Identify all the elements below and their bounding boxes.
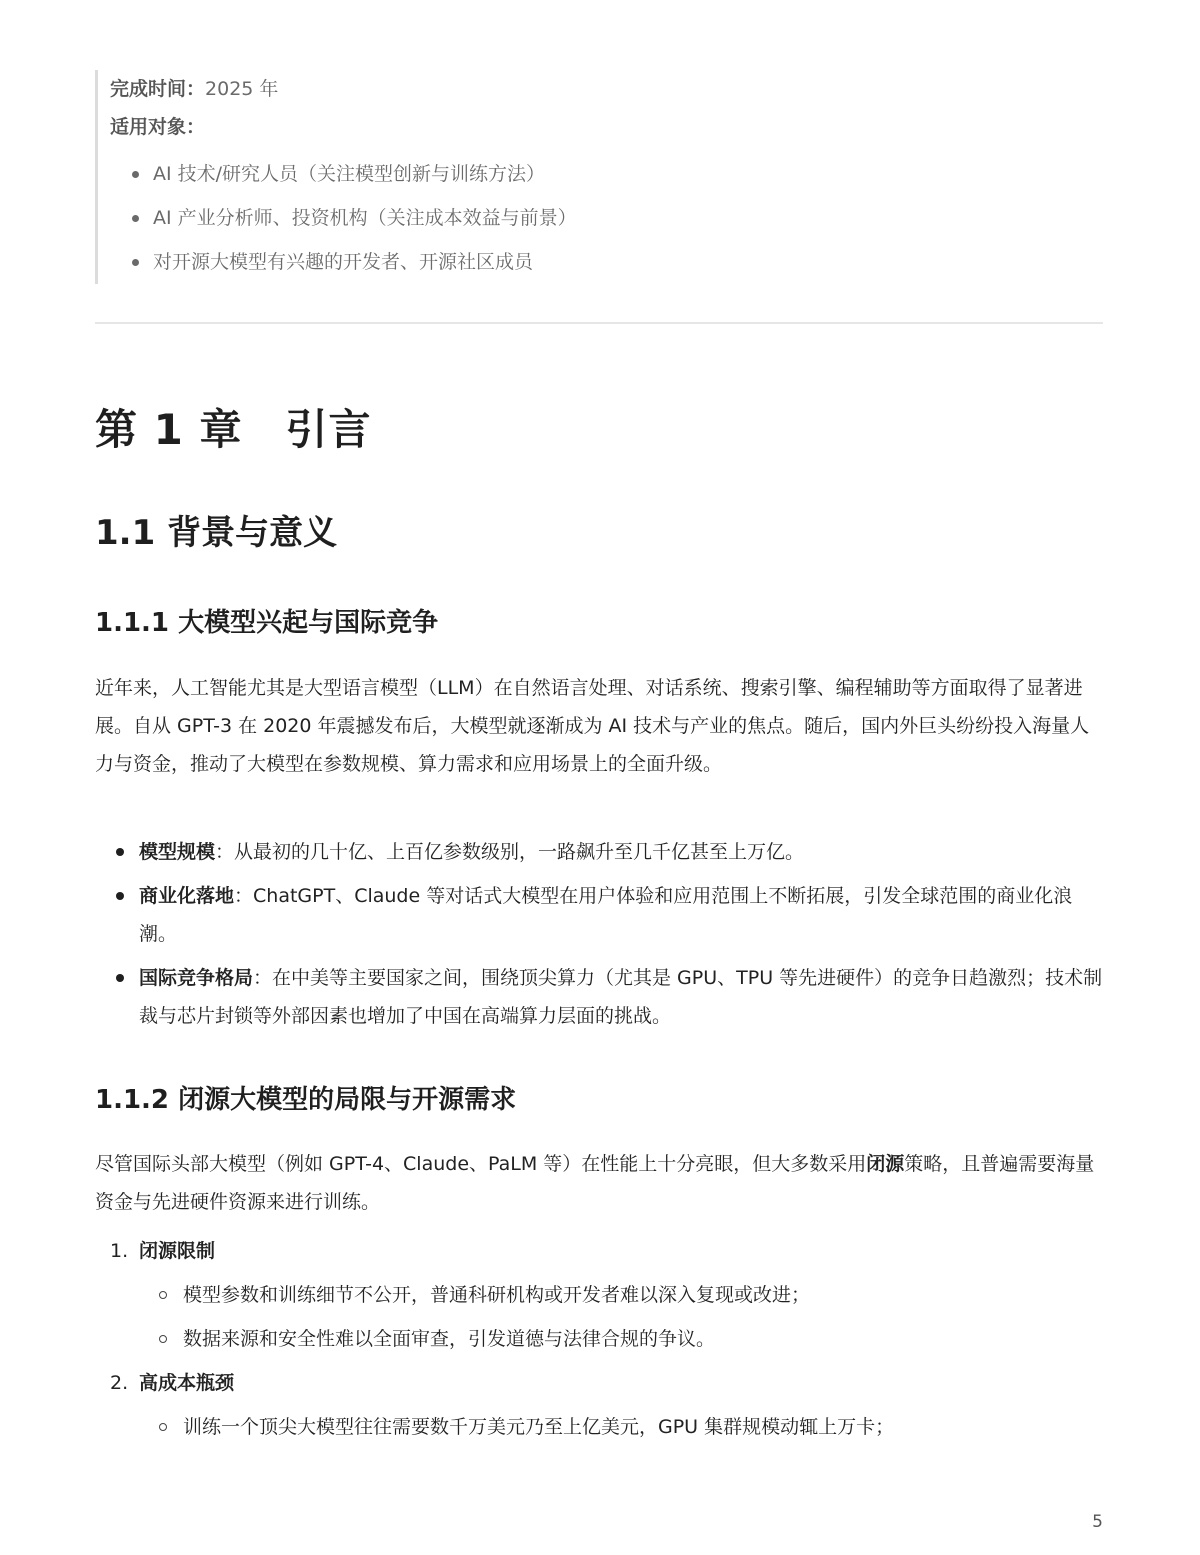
completion-value: 2025 年 — [205, 78, 279, 100]
subsection-title-1-1-2: 1.1.2 闭源大模型的局限与开源需求 — [95, 1085, 517, 1115]
document-info-quote — [95, 70, 1010, 284]
limitation-item — [95, 1229, 1105, 1361]
bullet-label: 商业化落地 — [139, 885, 235, 907]
completion-label: 完成时间： — [110, 78, 206, 100]
item-number: 2. — [110, 1372, 129, 1394]
paragraph-bold: 闭源 — [866, 1153, 905, 1175]
bullet-international-competition — [95, 959, 1105, 1035]
bullet-text: ：从最初的几十亿、上百亿参数级别，一路飙升至几千亿甚至上万亿。 — [215, 841, 805, 863]
item-title: 闭源限制 — [139, 1240, 216, 1262]
item-title: 高成本瓶颈 — [139, 1372, 235, 1394]
paragraph-closed-source — [95, 1145, 1105, 1221]
sub-list — [139, 1405, 1105, 1449]
bullet-commercialization — [95, 877, 1105, 953]
subsection-title-1-1-1: 1.1.1 大模型兴起与国际竞争 — [95, 608, 439, 638]
bullet-label: 模型规模 — [139, 841, 216, 863]
audience-item: 对开源大模型有兴趣的开发者、开源社区成员 — [110, 240, 1010, 284]
bullet-label: 国际竞争格局 — [139, 967, 254, 989]
paragraph-text: 策略，且普遍需要海量资金与先进硬件资源来进行训练。 — [95, 1153, 1095, 1213]
trend-bullet-list — [95, 833, 1105, 1041]
audience-heading — [110, 108, 1010, 146]
item-number: 1. — [110, 1240, 129, 1262]
bullet-model-scale — [95, 833, 1105, 871]
sub-item: 数据来源和安全性难以全面审查，引发道德与法律合规的争议。 — [139, 1317, 1105, 1361]
section-title: 1.1 背景与意义 — [95, 513, 338, 553]
horizontal-divider — [95, 322, 1103, 324]
audience-label: 适用对象： — [110, 116, 206, 138]
bullet-text: ：ChatGPT、Claude 等对话式大模型在用户体验和应用范围上不断拓展，引发全球范围的商业化浪潮。 — [139, 885, 1073, 945]
audience-item: AI 产业分析师、投资机构（关注成本效益与前景） — [110, 196, 1010, 240]
audience-list — [110, 152, 1010, 284]
audience-item: AI 技术/研究人员（关注模型创新与训练方法） — [110, 152, 1010, 196]
paragraph-background: 近年来，人工智能尤其是大型语言模型（LLM）在自然语言处理、对话系统、搜索引擎、编程辅助等方面取得了显著进展。自从 GPT-3 在 2020 年震撼发布后，大模型就逐渐成为 AI 技术与产业的焦点。随后，国内外巨头纷纷投入海量人力与资金，推动了大模型在参数规模、算力需求和应用场景上的全面升级。 — [95, 677, 1090, 775]
bullet-text: ：在中美等主要国家之间，围绕顶尖算力（尤其是 GPU、TPU 等先进硬件）的竞争日趋激烈；技术制裁与芯片封锁等外部因素也增加了中国在高端算力层面的挑战。 — [139, 967, 1103, 1027]
page-number: 5 — [1092, 1512, 1103, 1532]
limitation-item — [95, 1361, 1105, 1449]
chapter-title: 第 1 章 引言 — [95, 405, 372, 454]
sub-list — [139, 1273, 1105, 1361]
paragraph-text: 尽管国际头部大模型（例如 GPT-4、Claude、PaLM 等）在性能上十分亮眼，但大多数采用 — [95, 1153, 867, 1175]
limitation-list — [95, 1229, 1105, 1449]
completion-time — [110, 70, 1010, 108]
sub-item: 训练一个顶尖大模型往往需要数千万美元乃至上亿美元，GPU 集群规模动辄上万卡； — [139, 1405, 1105, 1449]
sub-item: 模型参数和训练细节不公开，普通科研机构或开发者难以深入复现或改进； — [139, 1273, 1105, 1317]
